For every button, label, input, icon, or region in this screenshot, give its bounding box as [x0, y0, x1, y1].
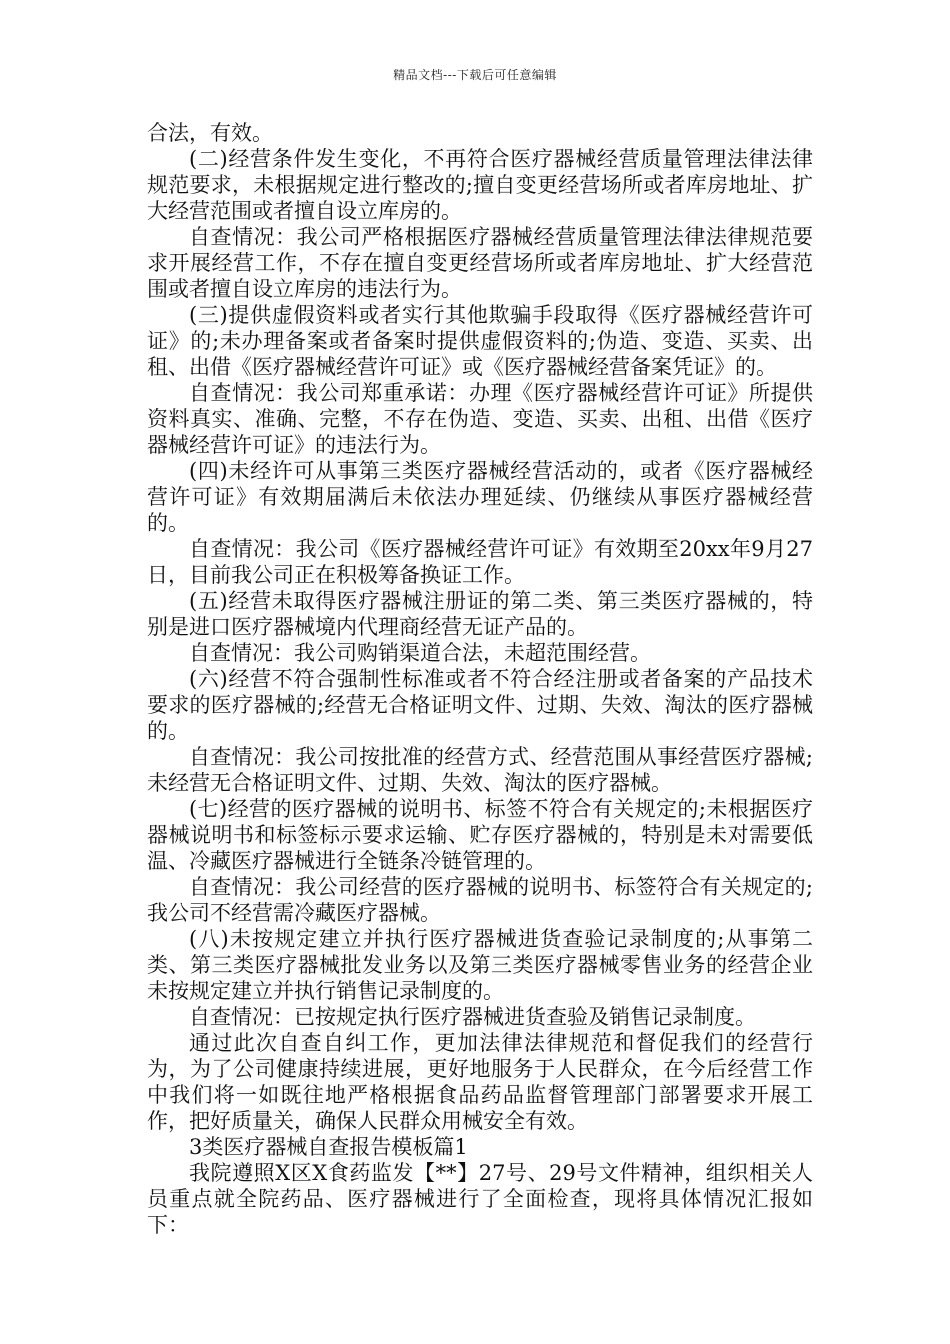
paragraph-12: (七)经营的医疗器械的说明书、标签不符合有关规定的;未根据医疗器械说明书和标签标示要求运输、贮存医疗器械的，特别是未对需要低温、冷藏医疗器械进行全链条冷链管理的。: [147, 797, 813, 873]
paragraph-14: (八)未按规定建立并执行医疗器械进货查验记录制度的;从事第二类、第三类医疗器械批发业务以及第三类医疗器械零售业务的经营企业未按规定建立并执行销售记录制度的。: [147, 927, 813, 1003]
paragraph-2: (二)经营条件发生变化，不再符合医疗器械经营质量管理法律法律规范要求，未根据规定进行整改的;擅自变更经营场所或者库房地址、扩大经营范围或者擅自设立库房的。: [147, 147, 813, 223]
page-header: 精品文档---下载后可任意编辑: [393, 68, 557, 82]
paragraph-8: (五)经营未取得医疗器械注册证的第二类、第三类医疗器械的，特别是进口医疗器械境内代理商经营无证产品的。: [147, 589, 813, 639]
paragraph-1: 合法，有效。: [147, 121, 273, 145]
paragraph-13: 自查情况：我公司经营的医疗器械的说明书、标签符合有关规定的;我公司不经营需冷藏医疗器械。: [147, 875, 813, 925]
paragraph-3: 自查情况：我公司严格根据医疗器械经营质量管理法律法律规范要求开展经营工作，不存在擅自变更经营场所或者库房地址、扩大经营范围或者擅自设立库房的违法行为。: [147, 225, 813, 301]
paragraph-16: 通过此次自查自纠工作，更加法律法律规范和督促我们的经营行为，为了公司健康持续进展，更好地服务于人民群众，在今后经营工作中我们将一如既往地严格根据食品药品监督管理部门部署要求开展工作，把好质量关，确保人民群众用械安全有效。: [147, 1031, 813, 1133]
paragraph-10: (六)经营不符合强制性标准或者不符合经注册或者备案的产品技术要求的医疗器械的;经营无合格证明文件、过期、失效、淘汰的医疗器械的。: [147, 667, 813, 743]
paragraph-15: 自查情况：已按规定执行医疗器械进货查验及销售记录制度。: [189, 1005, 756, 1029]
document-body: [147, 120, 813, 1238]
paragraph-4: (三)提供虚假资料或者实行其他欺骗手段取得《医疗器械经营许可证》的;未办理备案或者备案时提供虚假资料的;伪造、变造、买卖、出租、出借《医疗器械经营许可证》或《医疗器械经营备案凭证》的。: [147, 303, 813, 379]
paragraph-9: 自查情况：我公司购销渠道合法，未超范围经营。: [189, 641, 651, 665]
paragraph-6: (四)未经许可从事第三类医疗器械经营活动的，或者《医疗器械经营许可证》有效期届满后未依法办理延续、仍继续从事医疗器械经营的。: [147, 459, 813, 535]
paragraph-18: 我院遵照X区X食药监发【**】27号、29号文件精神，组织相关人员重点就全院药品、医疗器械进行了全面检查，现将具体情况汇报如下：: [147, 1161, 813, 1237]
paragraph-11: 自查情况：我公司按批准的经营方式、经营范围从事经营医疗器械;未经营无合格证明文件、过期、失效、淘汰的医疗器械。: [147, 745, 813, 795]
paragraph-7: 自查情况：我公司《医疗器械经营许可证》有效期至20xx年9月27日，目前我公司正在积极筹备换证工作。: [147, 537, 813, 587]
paragraph-5: 自查情况：我公司郑重承诺：办理《医疗器械经营许可证》所提供资料真实、准确、完整，不存在伪造、变造、买卖、出租、出借《医疗器械经营许可证》的违法行为。: [147, 381, 813, 457]
section-title: 3类医疗器械自查报告模板篇1: [189, 1135, 468, 1159]
